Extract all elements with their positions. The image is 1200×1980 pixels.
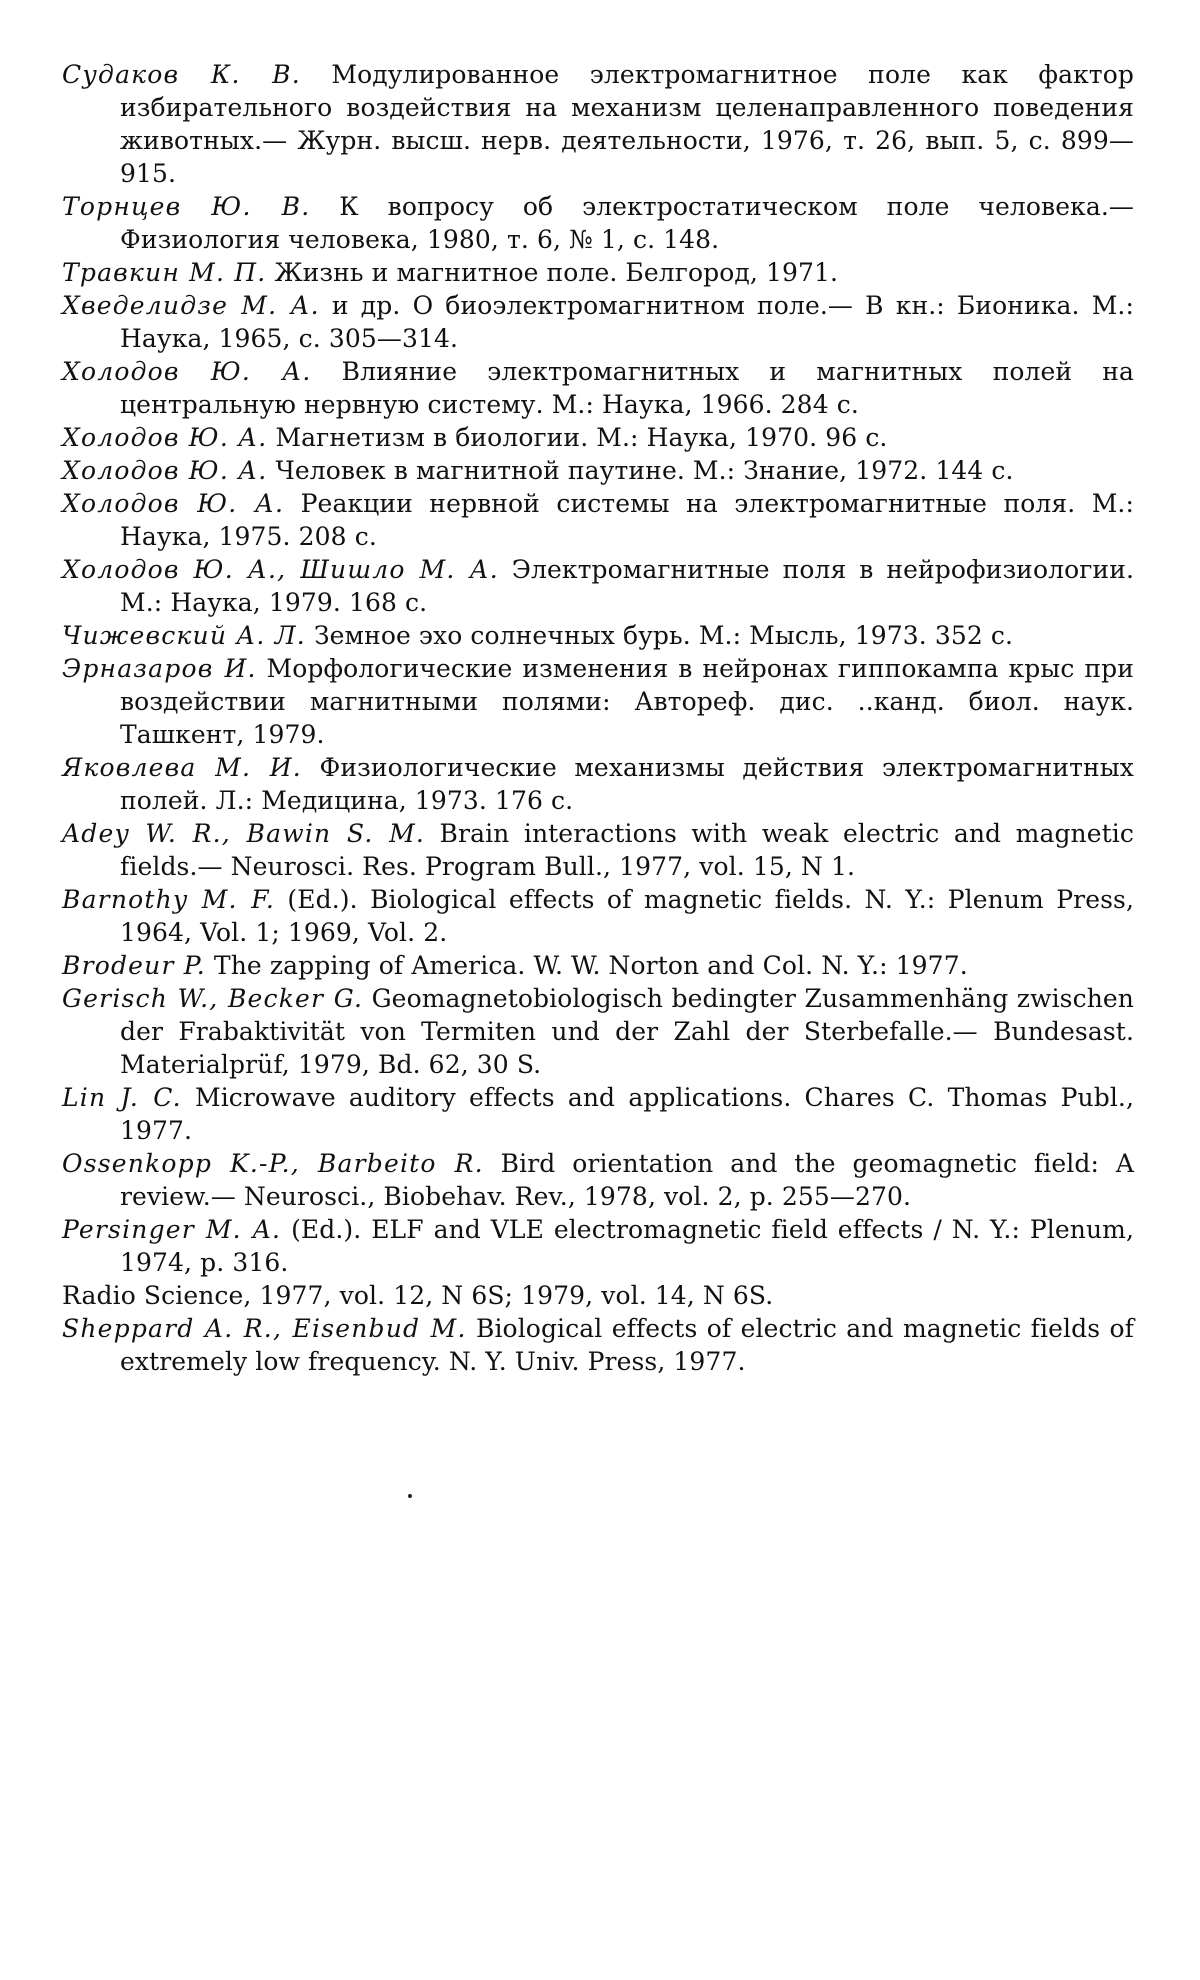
- reference-text: Geomagnetobiologisch bedingter Zusammenhäng zwischen der Frabaktivität von Termiten und der Zahl der Sterbefalle.— Bundesast. Materialprüf, 1979, Bd. 62, 30 S.: [120, 984, 1134, 1079]
- reference-entry: [62, 190, 1134, 256]
- reference-author: Gerisch W., Becker G.: [62, 984, 364, 1013]
- reference-text: Radio Science, 1977, vol. 12, N 6S; 1979, vol. 14, N 6S.: [62, 1281, 774, 1310]
- reference-text: Земное эхо солнечных бурь. М.: Мысль, 1973. 352 с.: [313, 621, 1014, 650]
- reference-author: Холодов Ю. А., Шишло М. А.: [62, 555, 499, 584]
- reference-text: Biological effects of electric and magnetic fields of extremely low frequency. N. Y. Univ. Press, 1977.: [120, 1314, 1134, 1376]
- reference-author: Холодов Ю. А.: [62, 489, 285, 518]
- reference-entry: [62, 553, 1134, 619]
- reference-text: Модулированное электромагнитное поле как фактор избирательного воздействия на механизм целенаправленного поведения животных.— Журн. высш. нерв. деятельности, 1976, т. 26, вып. 5, с. 899—915.: [120, 60, 1134, 188]
- reference-author: Холодов Ю. А.: [62, 423, 268, 452]
- scan-dot: [408, 1494, 412, 1498]
- reference-entry: [62, 1081, 1134, 1147]
- reference-entry: [62, 355, 1134, 421]
- reference-text: Bird orientation and the geomagnetic field: A review.— Neurosci., Biobehav. Rev., 1978, vol. 2, p. 255—270.: [120, 1149, 1135, 1211]
- reference-entry: [62, 1312, 1134, 1378]
- reference-entry: [62, 883, 1134, 949]
- reference-text: К вопросу об электростатическом поле человека.— Физиология человека, 1980, т. 6, № 1, с. 148.: [120, 192, 1135, 254]
- reference-entry: [62, 949, 1134, 982]
- reference-text: Жизнь и магнитное поле. Белгород, 1971.: [274, 258, 839, 287]
- bibliography-page: [62, 58, 1134, 1378]
- reference-entry: [62, 421, 1134, 454]
- reference-entry: [62, 817, 1134, 883]
- reference-text: Влияние электромагнитных и магнитных полей на центральную нервную систему. М.: Наука, 1966. 284 с.: [120, 357, 1134, 419]
- reference-entry: [62, 1279, 1134, 1312]
- reference-author: Ossenkopp K.-P., Barbeito R.: [62, 1149, 484, 1178]
- reference-entry: [62, 1147, 1134, 1213]
- reference-author: Persinger M. A.: [62, 1215, 282, 1244]
- reference-author: Судаков К. В.: [62, 60, 301, 89]
- reference-entry: [62, 289, 1134, 355]
- reference-text: Brain interactions with weak electric and magnetic fields.— Neurosci. Res. Program Bull., 1977, vol. 15, N 1.: [120, 819, 1134, 881]
- reference-author: Lin J. C.: [62, 1083, 182, 1112]
- reference-text: Реакции нервной системы на электромагнитные поля. М.: Наука, 1975. 208 с.: [120, 489, 1134, 551]
- reference-entry: [62, 1213, 1134, 1279]
- reference-text: (Ed.). Biological effects of magnetic fields. N. Y.: Plenum Press, 1964, Vol. 1; 1969, Vol. 2.: [120, 885, 1135, 947]
- reference-entry: [62, 454, 1134, 487]
- reference-author: Brodeur P.: [62, 951, 206, 980]
- reference-text: и др. О биоэлектромагнитном поле.— В кн.: Бионика. М.: Наука, 1965, с. 305—314.: [120, 291, 1134, 353]
- reference-text: Человек в магнитной паутине. М.: Знание, 1972. 144 с.: [275, 456, 1014, 485]
- reference-text: Физиологические механизмы действия электромагнитных полей. Л.: Медицина, 1973. 176 с.: [120, 753, 1134, 815]
- reference-author: Barnothy M. F.: [62, 885, 276, 914]
- reference-text: Microwave auditory effects and applications. Chares C. Thomas Publ., 1977.: [120, 1083, 1135, 1145]
- reference-entry: [62, 256, 1134, 289]
- reference-text: (Ed.). ELF and VLE electromagnetic field effects / N. Y.: Plenum, 1974, p. 316.: [120, 1215, 1134, 1277]
- reference-list: [62, 58, 1134, 1378]
- reference-text: Морфологические изменения в нейронах гиппокампа крыс при воздействии магнитными полями: Автореф. дис. ..канд. биол. наук. Ташкент, 1979.: [120, 654, 1134, 749]
- reference-author: Яковлева М. И.: [62, 753, 302, 782]
- reference-text: Магнетизм в биологии. М.: Наука, 1970. 96 с.: [275, 423, 888, 452]
- reference-author: Эрназаров И.: [62, 654, 257, 683]
- reference-entry: [62, 487, 1134, 553]
- reference-entry: [62, 982, 1134, 1081]
- reference-author: Хведелидзе М. А.: [62, 291, 320, 320]
- reference-author: Чижевский А. Л.: [62, 621, 306, 650]
- reference-entry: [62, 619, 1134, 652]
- reference-author: Холодов Ю. А.: [62, 357, 312, 386]
- reference-entry: [62, 751, 1134, 817]
- reference-author: Травкин М. П.: [62, 258, 267, 287]
- reference-entry: [62, 652, 1134, 751]
- reference-text: Электромагнитные поля в нейрофизиологии. М.: Наука, 1979. 168 с.: [120, 555, 1134, 617]
- reference-author: Торнцев Ю. В.: [62, 192, 311, 221]
- reference-author: Adey W. R., Bawin S. M.: [62, 819, 426, 848]
- reference-author: Sheppard A. R., Eisenbud M.: [62, 1314, 467, 1343]
- reference-text: The zapping of America. W. W. Norton and Col. N. Y.: 1977.: [213, 951, 968, 980]
- reference-entry: [62, 58, 1134, 190]
- reference-author: Холодов Ю. А.: [62, 456, 268, 485]
